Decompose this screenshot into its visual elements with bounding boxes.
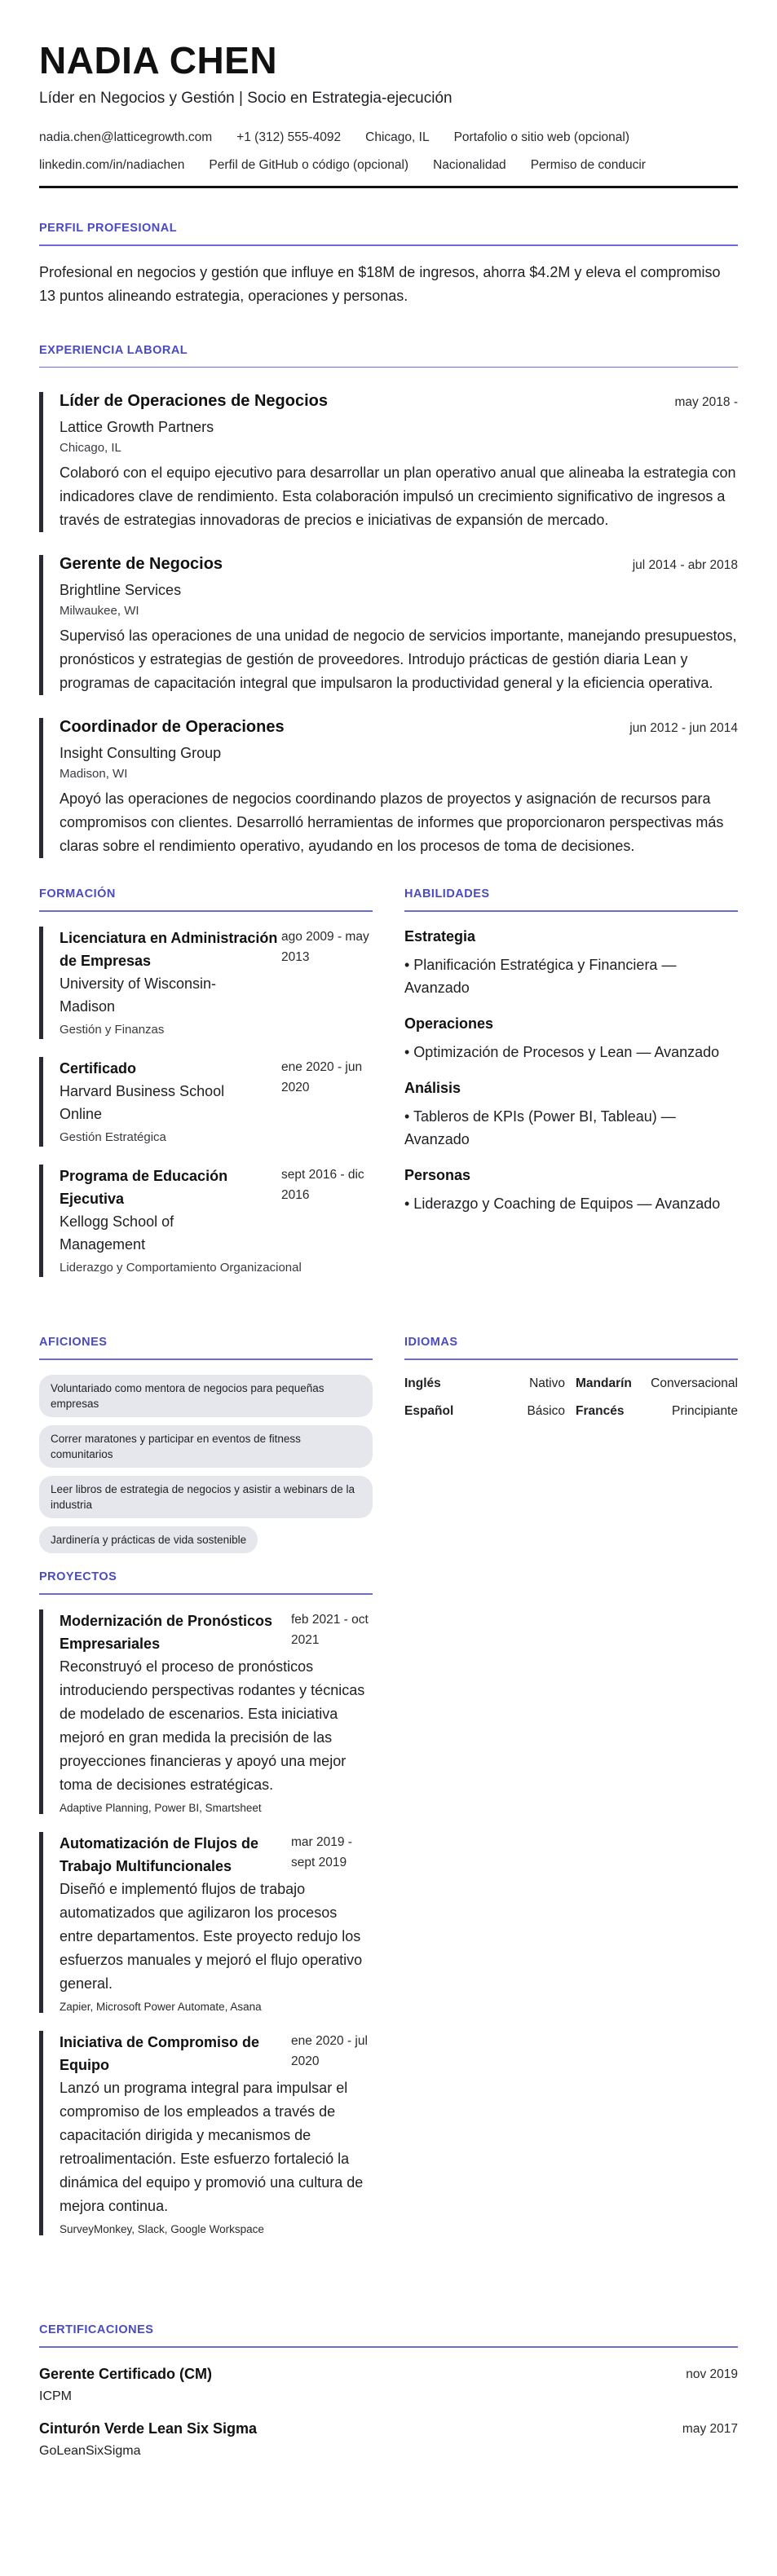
certification-date: may 2017 [682, 2421, 738, 2436]
languages-section-title: IDIOMAS [404, 1336, 458, 1349]
job-title: Líder de Operaciones de Negocios [60, 392, 328, 410]
job-location: Madison, WI [60, 767, 128, 781]
projects-section-title: PROYECTOS [39, 1570, 117, 1583]
company-name: Lattice Growth Partners [60, 419, 214, 435]
project-title: Iniciativa de Compromiso de Equipo [60, 2033, 260, 2073]
skill-category: Operaciones [404, 1015, 494, 1032]
section-divider [39, 367, 738, 368]
job-description: Colaboró con el equipo ejecutivo para desarrollar un plan operativo anual que alineaba la estrategia con indicadores clave de rendimiento. Esta colaboración impulsó un crecimiento significativo de ingresos a través de estrategias innovadoras de precios e iniciativas de expansión de mercado. [60, 465, 736, 528]
certifications-section [39, 2323, 738, 2459]
job-location: Milwaukee, WI [60, 604, 139, 618]
certification-issuer: ICPM [39, 2389, 72, 2403]
hobby-tag: Correr maratones y participar en eventos de fitness comunitarios [39, 1425, 373, 1468]
education-dates: ago 2009 - may 2013 [281, 929, 369, 964]
skill-group [404, 1015, 738, 1063]
field-of-study: Liderazgo y Comportamiento Organizacional [60, 1260, 302, 1275]
project-title: Automatización de Flujos de Trabajo Multifuncionales [60, 1834, 259, 1874]
section-divider [39, 244, 738, 246]
section-divider [39, 1358, 373, 1360]
resume [39, 39, 738, 2477]
school-name: Kellogg School of Management [60, 1213, 174, 1253]
company-name: Brightline Services [60, 582, 182, 598]
skill-category: Personas [404, 1166, 471, 1183]
education-section-title: FORMACIÓN [39, 887, 116, 900]
school-name: University of Wisconsin-Madison [60, 975, 217, 1015]
project-description: Diseñó e implementó flujos de trabajo automatizados que agilizaron los procesos entre departamentos. Este proyecto redujo los esfuerzos manuales y mejoró el flujo operativo general. [60, 1880, 363, 1992]
skill-category: Estrategia [404, 927, 476, 945]
education-entry [39, 1165, 373, 1277]
project-dates: mar 2019 - sept 2019 [291, 1834, 352, 1869]
skills-section-title: HABILIDADES [404, 887, 490, 900]
hobbies-section [39, 1336, 373, 1553]
hobby-tag: Voluntariado como mentora de negocios para pequeñas empresas [39, 1375, 373, 1417]
skill-group [404, 1080, 738, 1151]
projects-section [39, 1570, 373, 2235]
job-dates: jul 2014 - abr 2018 [632, 558, 738, 572]
project-description: Lanzó un programa integral para impulsar el compromiso de los empleados a través de capacitación dirigida y mecanismos de retroalimentación. Este esfuerzo fortaleció la dinámica del equipo y promovió una cultura de mejora continua. [60, 2079, 364, 2214]
education-dates: ene 2020 - jun 2020 [281, 1059, 363, 1094]
section-divider [404, 1358, 738, 1360]
education-section [39, 887, 373, 1277]
skill-group [404, 1167, 738, 1215]
driving-license: Permiso de conducir [530, 158, 646, 172]
location: Chicago, IL [365, 130, 430, 144]
language-level: Básico [527, 1403, 565, 1418]
two-column-area [39, 887, 738, 2477]
section-divider [39, 2346, 738, 2348]
field-of-study: Gestión y Finanzas [60, 1022, 165, 1037]
candidate-name: NADIA CHEN [39, 39, 278, 81]
degree-title: Licenciatura en Administración de Empresas [60, 929, 278, 969]
profile-summary: Profesional en negocios y gestión que influye en $18M de ingresos, ahorra $4.2M y eleva el compromiso 13 puntos alineando estrategia, operaciones y personas. [39, 263, 721, 304]
skill-item: • Liderazgo y Coaching de Equipos — Avanzado [404, 1195, 721, 1212]
certification-entry [39, 2420, 738, 2459]
job-title: Gerente de Negocios [60, 555, 223, 573]
hobby-tag: Jardinería y prácticas de vida sostenible [39, 1526, 258, 1553]
headline: Líder en Negocios y Gestión | Socio en Estrategia-ejecución [39, 90, 453, 107]
header-divider [39, 186, 738, 188]
hobby-chip [39, 1375, 373, 1417]
email-link[interactable]: nadia.chen@latticegrowth.com [39, 130, 213, 144]
language-level: Principiante [672, 1403, 738, 1418]
experience-entry [39, 718, 738, 858]
job-title: Coordinador de Operaciones [60, 718, 285, 736]
project-tools: Zapier, Microsoft Power Automate, Asana [60, 2000, 262, 2013]
school-name: Harvard Business School Online [60, 1082, 225, 1122]
section-divider [39, 910, 373, 912]
hobby-chip [39, 1425, 373, 1468]
resume-header [39, 39, 738, 188]
certification-date: nov 2019 [686, 2367, 738, 2381]
job-location: Chicago, IL [60, 441, 121, 455]
job-dates: may 2018 - [674, 395, 738, 409]
profile-section [39, 222, 738, 308]
experience-entry [39, 555, 738, 695]
certification-issuer: GoLeanSixSigma [39, 2443, 141, 2458]
skill-group [404, 928, 738, 999]
certification-name: Cinturón Verde Lean Six Sigma [39, 2420, 258, 2437]
certification-name: Gerente Certificado (CM) [39, 2365, 213, 2382]
language-name: Mandarín [576, 1376, 632, 1390]
degree-title: Certificado [60, 1059, 137, 1077]
language-name: Inglés [404, 1376, 441, 1390]
job-dates: jun 2012 - jun 2014 [629, 721, 738, 735]
job-description: Supervisó las operaciones de una unidad de negocio de servicios importante, manejando presupuestos, pronósticos y estrategias de gestión de proveedores. Introdujo prácticas de gestión diaria Lean y programas de capacitación integral que impulsaron la productividad general y la eficiencia operativa. [60, 627, 737, 691]
project-tools: SurveyMonkey, Slack, Google Workspace [60, 2222, 264, 2235]
section-divider [404, 910, 738, 912]
certifications-section-title: CERTIFICACIONES [39, 2323, 154, 2336]
language-row [404, 1376, 738, 1399]
github-link[interactable]: Perfil de GitHub o código (opcional) [209, 158, 409, 172]
education-entry [39, 1057, 373, 1147]
project-tools: Adaptive Planning, Power BI, Smartsheet [60, 1801, 262, 1814]
project-title: Modernización de Pronósticos Empresariales [60, 1612, 273, 1652]
skill-item: • Optimización de Procesos y Lean — Avanzado [404, 1043, 720, 1060]
hobby-chip [39, 1476, 373, 1518]
portfolio-link[interactable]: Portafolio o sitio web (opcional) [453, 130, 629, 144]
hobbies-section-title: AFICIONES [39, 1336, 108, 1349]
education-dates: sept 2016 - dic 2016 [281, 1167, 364, 1202]
certification-entry [39, 2366, 738, 2404]
section-divider [39, 1593, 373, 1595]
hobby-tag: Leer libros de estrategia de negocios y asistir a webinars de la industria [39, 1476, 373, 1518]
experience-section-title: EXPERIENCIA LABORAL [39, 343, 188, 357]
project-dates: ene 2020 - jul 2020 [291, 2033, 368, 2068]
language-level: Nativo [529, 1376, 565, 1390]
hobby-chip [39, 1526, 373, 1553]
contact-row-primary [39, 130, 738, 145]
contact-row-secondary [39, 158, 738, 173]
skill-item: • Tableros de KPIs (Power BI, Tableau) — Avanzado [404, 1107, 676, 1147]
skill-item: • Planificación Estratégica y Financiera — Avanzado [404, 956, 677, 996]
skill-category: Análisis [404, 1079, 461, 1096]
experience-section [39, 344, 738, 859]
company-name: Insight Consulting Group [60, 745, 222, 761]
language-name: Español [404, 1403, 454, 1418]
phone-link[interactable]: +1 (312) 555-4092 [236, 130, 342, 144]
nationality: Nacionalidad [433, 158, 506, 172]
degree-title: Programa de Educación Ejecutiva [60, 1167, 228, 1207]
linkedin-link[interactable]: linkedin.com/in/nadiachen [39, 158, 185, 172]
education-entry [39, 927, 373, 1039]
project-dates: feb 2021 - oct 2021 [291, 1612, 369, 1647]
project-entry [39, 2031, 373, 2235]
experience-entry [39, 392, 738, 532]
job-description: Apoyó las operaciones de negocios coordinando plazos de proyectos y asignación de recursos para compromisos con clientes. Desarrolló herramientas de informes que proporcionaron perspectivas más claras sobre el rendimiento operativo, ayudando en los procesos de toma de decisiones. [60, 790, 724, 854]
field-of-study: Gestión Estratégica [60, 1129, 166, 1144]
project-entry [39, 1832, 373, 2013]
language-row [404, 1404, 738, 1427]
project-description: Reconstruyó el proceso de pronósticos introduciendo perspectivas rodantes y técnicas de modelado de escenarios. Esta iniciativa mejoró en gran medida la precisión de las proyecciones financieras y apoyó una mejor toma de decisiones estratégicas. [60, 1658, 365, 1793]
skills-section [404, 887, 738, 1215]
language-name: Francés [576, 1403, 625, 1418]
project-entry [39, 1609, 373, 1814]
profile-section-title: PERFIL PROFESIONAL [39, 222, 178, 235]
language-level: Conversacional [651, 1376, 738, 1390]
languages-section [404, 1336, 738, 1427]
